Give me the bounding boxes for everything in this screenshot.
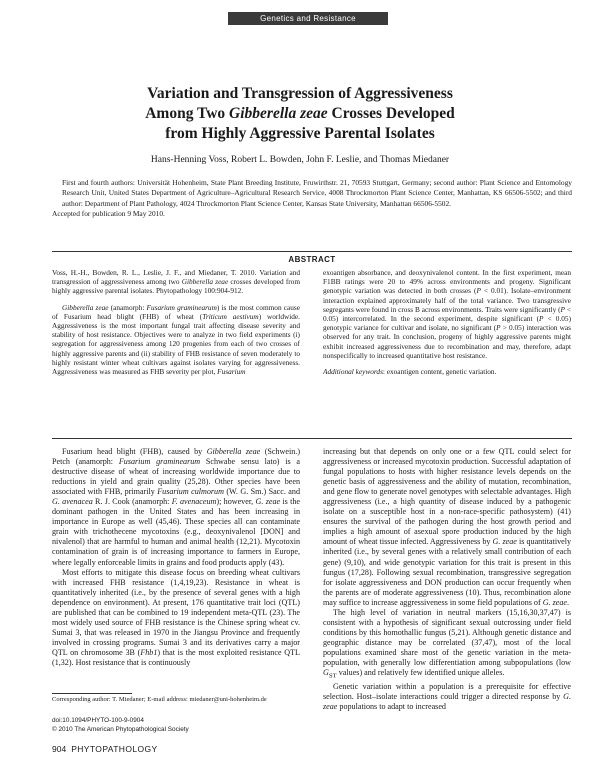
body-paragraph: Fusarium head blight (FHB), caused by Gibberella zeae (Schwein.) Petch (anamorph: Fusarium graminearum Schwabe sensu lato) is a destructive disease of wheat of increasing worldwide importance due to reductions in yield and grain quality (25,28). Other species have been associated with FHB, primarily Fusarium culmorum (W. G. Sm.) Sacc. and G. avenacea R. J. Cook (anamorph: F. avenaceum); however, G. zeae is the dominant pathogen in the United States and has been increasing in importance in Europe as well (45,46). These species all can contaminate grain with trichothecene mycotoxins (e.g., deoxynivalenol [DON] and nivalenol) that are harmful to human and animal health (12,21). Mycotoxin contamination of grain is of increasing importance to farmers in Europe, where legally enforceable limits in grains and food products apply (43). [52, 447, 301, 567]
citation: Voss, H.-H., Bowden, R. L., Leslie, J. F., and Miedaner, T. 2010. Variation and transgression of aggressiveness among two Gibberella zeae crosses developed from highly aggressive parental isolates. Phytopathology 100:904-912. [52, 268, 301, 296]
abstract-paragraph-cont: exoantigen absorbance, and deoxynivalenol content. In the first experiment, mean F1BB ratings were 20 to 49% across environments and progeny. Significant genotypic variation was detected in both crosses (P < 0.01). Isolate–environment interaction explained approximately half of the total variance. Two transgressive segregants were found in cross B across environments. Traits were significantly (P < 0.05) intercorrelated. In the second experiment, despite significant (P < 0.05) genotypic variance for cultivar and isolate, no significant (P > 0.05) interaction was observed for any trait. In conclusion, progeny of highly aggressive parents might exhibit increased aggressiveness due to recombination and may, therefore, adapt nonspecifically to increased quantitative host resistance. [323, 268, 571, 360]
copyright: © 2010 The American Phytopathological Society [52, 725, 189, 733]
author-affiliations [52, 178, 572, 219]
body-paragraph: increasing but that depends on only one or a few QTL could select for aggressiveness or increased mycotoxin production. Successful adaptation of fungal populations to hosts with higher resistance levels depends on the genetic basis of aggressiveness and the ability of mutation, recombination, and gene flow to generate novel genotypes with selectable advantages. High aggressiveness (i.e., a high quantity of disease induced by a pathogenic isolate on a susceptible host in a non-race-specific pathosystem) (41) ensures the survival of the pathogen during the host growth period and implies a high amount of asexual spore production induced by the high amount of wheat tissue infected. Aggressiveness by G. zeae is quantitatively inherited (i.e., by several genes with a relatively small contribution of each gene) (9,10), and wide genotypic variation for this trait is present in this fungus (17,28). Following sexual recombination, transgressive segregation for isolate aggressiveness and DON production can occur frequently when the parents are of moderate aggressiveness (10). Thus, recombination alone may suffice to increase aggressiveness in some field populations of G. zeae. [323, 447, 571, 607]
title-line-3: from Highly Aggressive Parental Isolates [165, 125, 435, 142]
page-footer [52, 744, 158, 754]
author-list: Hans-Henning Voss, Robert L. Bowden, John F. Leslie, and Thomas Miedaner [150, 155, 450, 165]
journal-name: PHYTOPATHOLOGY [71, 744, 158, 754]
body-paragraph: Genetic variation within a population is a prerequisite for effective selection. Host–isolate interactions could trigger a directed response by G. zeae populations to adapt to increased [323, 681, 571, 711]
doi: doi:10.1094/PHYTO-100-9-0904 [52, 717, 144, 724]
affiliation-text: First and fourth authors: Universität Hohenheim, State Plant Breeding Institute, Fruwirthstr. 21, 70593 Stuttgart, Germany; second author: Plant Science and Entomology Research Unit, United States Department of Agriculture–Agricultural Research Service, 4008 Throckmorton Plant Science Center, Manhattan, KS 66506-5502; and third author: Department of Plant Pathology, 4024 Throckmorton Plant Science Center, Kansas State University, Manhattan 66506-5502. [62, 178, 572, 208]
body-paragraph: The high level of variation in neutral markers (15,16,30,37,47) is consistent with a hypothesis of significant sexual outcrossing under field conditions by this homothallic fungus (5,21). Although genetic distance and geographic distance may be correlated (37,47), most of the local populations examined share most of the genetic variation in the meta-population, with generally low differentiation among subpopulations (low $G_{ST}$ values) and relatively few identified unique alleles. [323, 607, 571, 680]
abstract-bottom-rule [52, 438, 572, 439]
abstract-top-rule [52, 251, 572, 252]
body-left-column [52, 447, 300, 668]
abstract-heading: ABSTRACT [288, 255, 336, 264]
body-paragraph: Most efforts to mitigate this disease focus on breeding wheat cultivars with increased FHB resistance (1,4,19,23). Resistance in wheat is quantitatively inherited (i.e., by the presence of several genes with a high dependence on environment). At present, 176 quantitative trait loci (QTL) are published that can be combined to 19 independent meta-QTL (23). The most widely used source of FHB resistance is the Chinese spring wheat cv. Sumai 3, that was released in 1970 in the Jiangsu Province and frequently involved in crossing programs. Sumai 3 and its derivatives carry a major QTL on chromosome 3B (Fhb1) that is the most exploited resistance QTL (1,32). Host resistance that is continuously [52, 567, 300, 667]
article-title [60, 84, 540, 144]
page-number: 904 [52, 744, 67, 754]
title-line-2: Among Two Gibberella zeae Crosses Developed [145, 105, 455, 122]
doi-block [52, 717, 300, 734]
title-line-1: Variation and Transgression of Aggressiveness [147, 85, 453, 102]
abstract-left-column [52, 268, 300, 383]
footnote-rule [52, 693, 132, 694]
corresponding-author-footnote: Corresponding author: T. Miedaner; E-mail address: miedaner@uni-hohenheim.de [52, 696, 267, 703]
accepted-date: Accepted for publication 9 May 2010. [52, 208, 165, 218]
section-banner: Genetics and Resistance [228, 12, 388, 25]
abstract-paragraph: Gibberella zeae (anamorph: Fusarium graminearum) is the most common cause of Fusarium head blight (FHB) of wheat (Triticum aestivum) worldwide. Aggressiveness is the most important fungal trait affecting disease severity and stability of host resistance. Objectives were to analyze in two field experiments (i) segregation for aggressiveness among 120 progenies from each of two crosses of highly aggressive parents and (ii) stability of FHB resistance of seven moderately to highly resistant winter wheat cultivars against isolates varying for aggressiveness. Aggressiveness was measured as FHB severity per plot, Fusarium [52, 302, 300, 377]
body-right-column [323, 447, 571, 712]
abstract-right-column [323, 268, 571, 383]
additional-keywords: Additional keywords: exoantigen content, genetic variation. [323, 367, 497, 377]
